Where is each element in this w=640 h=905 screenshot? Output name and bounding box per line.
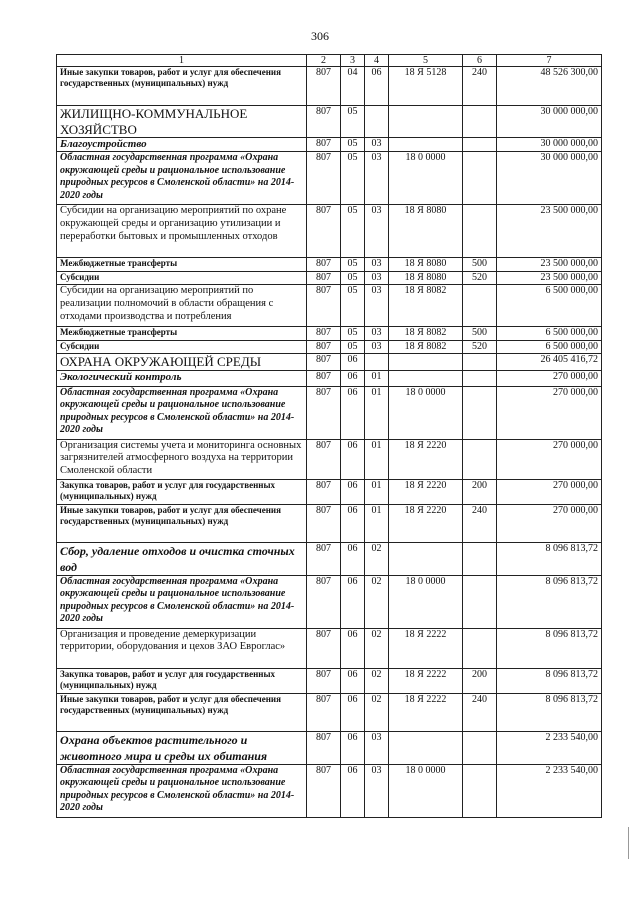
expense-type-cell [463, 285, 497, 327]
table-row [57, 285, 602, 327]
section-code-cell: 06 [341, 354, 365, 371]
amount-cell: 6 500 000,00 [497, 285, 602, 327]
table-row [57, 106, 602, 138]
subsection-code-cell: 03 [365, 258, 389, 272]
section-code-cell: 06 [341, 542, 365, 575]
table-row [57, 327, 602, 341]
section-code-cell: 04 [341, 67, 365, 106]
ministry-code-cell: 807 [307, 542, 341, 575]
subsection-code-cell: 02 [365, 668, 389, 693]
column-number: 2 [307, 55, 341, 67]
amount-cell: 26 405 416,72 [497, 354, 602, 371]
table-row [57, 258, 602, 272]
target-article-cell: 18 Я 2220 [389, 504, 463, 542]
ministry-code-cell: 807 [307, 340, 341, 354]
expense-type-cell: 200 [463, 668, 497, 693]
subsection-code-cell: 03 [365, 285, 389, 327]
subsection-code-cell: 01 [365, 439, 389, 479]
amount-cell: 8 096 813,72 [497, 575, 602, 628]
subsection-code-cell: 01 [365, 370, 389, 386]
subsection-code-cell: 03 [365, 731, 389, 764]
ministry-code-cell: 807 [307, 354, 341, 371]
table-row [57, 205, 602, 258]
expense-type-cell [463, 138, 497, 152]
expense-type-cell [463, 731, 497, 764]
section-code-cell: 06 [341, 504, 365, 542]
amount-cell: 30 000 000,00 [497, 152, 602, 205]
subsection-code-cell: 03 [365, 205, 389, 258]
section-code-cell: 06 [341, 764, 365, 817]
amount-cell: 23 500 000,00 [497, 271, 602, 285]
table-row [57, 152, 602, 205]
row-name-cell: Иные закупки товаров, работ и услуг для обеспечения государственных (муниципальных) нужд [57, 67, 307, 106]
row-name-cell: Областная государственная программа «Охрана окружающей среды и рациональное использование природных ресурсов в Смоленской области» на 2014-2020 годы [57, 152, 307, 205]
row-name-cell: ЖИЛИЩНО-КОММУНАЛЬНОЕ ХОЗЯЙСТВО [57, 106, 307, 138]
ministry-code-cell: 807 [307, 764, 341, 817]
section-code-cell: 05 [341, 340, 365, 354]
table-body [57, 55, 602, 818]
expense-type-cell [463, 106, 497, 138]
amount-cell: 270 000,00 [497, 370, 602, 386]
section-code-cell: 05 [341, 106, 365, 138]
amount-cell: 6 500 000,00 [497, 327, 602, 341]
margin-mark [628, 827, 629, 859]
subsection-code-cell: 06 [365, 67, 389, 106]
expense-type-cell [463, 628, 497, 668]
subsection-code-cell: 03 [365, 327, 389, 341]
amount-cell: 30 000 000,00 [497, 138, 602, 152]
section-code-cell: 05 [341, 152, 365, 205]
column-number: 7 [497, 55, 602, 67]
row-name-cell: Межбюджетные трансферты [57, 327, 307, 341]
target-article-cell: 18 Я 5128 [389, 67, 463, 106]
column-number: 5 [389, 55, 463, 67]
table-row [57, 575, 602, 628]
subsection-code-cell: 01 [365, 386, 389, 439]
target-article-cell: 18 Я 8082 [389, 327, 463, 341]
expense-type-cell [463, 370, 497, 386]
amount-cell: 2 233 540,00 [497, 731, 602, 764]
table-row [57, 628, 602, 668]
amount-cell: 23 500 000,00 [497, 258, 602, 272]
section-code-cell: 06 [341, 439, 365, 479]
target-article-cell: 18 0 0000 [389, 764, 463, 817]
column-number: 6 [463, 55, 497, 67]
row-name-cell: Благоустройство [57, 138, 307, 152]
amount-cell: 8 096 813,72 [497, 693, 602, 731]
amount-cell: 270 000,00 [497, 439, 602, 479]
row-name-cell: Областная государственная программа «Охрана окружающей среды и рациональное использование природных ресурсов в Смоленской области» на 2014-2020 годы [57, 575, 307, 628]
section-code-cell: 06 [341, 370, 365, 386]
column-number: 3 [341, 55, 365, 67]
target-article-cell: 18 0 0000 [389, 152, 463, 205]
row-name-cell: Организация системы учета и мониторинга основных загрязнителей атмосферного воздуха на территории Смоленской области [57, 439, 307, 479]
section-code-cell: 05 [341, 271, 365, 285]
row-name-cell: Областная государственная программа «Охрана окружающей среды и рациональное использование природных ресурсов в Смоленской области» на 2014-2020 годы [57, 764, 307, 817]
expense-type-cell: 200 [463, 479, 497, 504]
ministry-code-cell: 807 [307, 628, 341, 668]
row-name-cell: Субсидии [57, 271, 307, 285]
amount-cell: 270 000,00 [497, 386, 602, 439]
subsection-code-cell [365, 106, 389, 138]
target-article-cell: 18 0 0000 [389, 386, 463, 439]
expense-type-cell: 520 [463, 340, 497, 354]
target-article-cell [389, 542, 463, 575]
target-article-cell: 18 0 0000 [389, 575, 463, 628]
target-article-cell [389, 370, 463, 386]
ministry-code-cell: 807 [307, 152, 341, 205]
ministry-code-cell: 807 [307, 731, 341, 764]
row-name-cell: Субсидии на организацию мероприятий по охране окружающей среды и организацию утилизации и переработки бытовых и промышленных отходов [57, 205, 307, 258]
budget-table [56, 54, 602, 818]
table-row [57, 731, 602, 764]
row-name-cell: ОХРАНА ОКРУЖАЮЩЕЙ СРЕДЫ [57, 354, 307, 371]
target-article-cell [389, 138, 463, 152]
ministry-code-cell: 807 [307, 285, 341, 327]
amount-cell: 23 500 000,00 [497, 205, 602, 258]
expense-type-cell [463, 542, 497, 575]
section-code-cell: 05 [341, 205, 365, 258]
target-article-cell [389, 731, 463, 764]
target-article-cell: 18 Я 2222 [389, 668, 463, 693]
row-name-cell: Субсидии [57, 340, 307, 354]
ministry-code-cell: 807 [307, 386, 341, 439]
row-name-cell: Закупка товаров, работ и услуг для государственных (муниципальных) нужд [57, 479, 307, 504]
subsection-code-cell: 03 [365, 271, 389, 285]
row-name-cell: Областная государственная программа «Охрана окружающей среды и рациональное использование природных ресурсов в Смоленской области» на 2014-2020 годы [57, 386, 307, 439]
subsection-code-cell: 02 [365, 542, 389, 575]
amount-cell: 8 096 813,72 [497, 668, 602, 693]
row-name-cell: Сбор, удаление отходов и очистка сточных вод [57, 542, 307, 575]
table-row [57, 479, 602, 504]
subsection-code-cell: 03 [365, 152, 389, 205]
ministry-code-cell: 807 [307, 479, 341, 504]
expense-type-cell [463, 205, 497, 258]
expense-type-cell: 240 [463, 504, 497, 542]
ministry-code-cell: 807 [307, 205, 341, 258]
target-article-cell: 18 Я 2220 [389, 439, 463, 479]
subsection-code-cell: 01 [365, 504, 389, 542]
table-row [57, 354, 602, 371]
ministry-code-cell: 807 [307, 575, 341, 628]
section-code-cell: 05 [341, 138, 365, 152]
expense-type-cell: 520 [463, 271, 497, 285]
table-row [57, 693, 602, 731]
expense-type-cell [463, 764, 497, 817]
ministry-code-cell: 807 [307, 370, 341, 386]
subsection-code-cell: 03 [365, 340, 389, 354]
subsection-code-cell: 02 [365, 628, 389, 668]
section-code-cell: 06 [341, 731, 365, 764]
table-row [57, 386, 602, 439]
section-code-cell: 05 [341, 327, 365, 341]
target-article-cell: 18 Я 2222 [389, 693, 463, 731]
ministry-code-cell: 807 [307, 258, 341, 272]
table-row [57, 542, 602, 575]
table-row [57, 504, 602, 542]
ministry-code-cell: 807 [307, 668, 341, 693]
ministry-code-cell: 807 [307, 271, 341, 285]
section-code-cell: 05 [341, 258, 365, 272]
target-article-cell: 18 Я 2222 [389, 628, 463, 668]
row-name-cell: Иные закупки товаров, работ и услуг для обеспечения государственных (муниципальных) нужд [57, 693, 307, 731]
target-article-cell [389, 106, 463, 138]
subsection-code-cell: 02 [365, 575, 389, 628]
subsection-code-cell: 02 [365, 693, 389, 731]
ministry-code-cell: 807 [307, 106, 341, 138]
row-name-cell: Субсидии на организацию мероприятий по реализации полномочий в области обращения с отходами производства и потребления [57, 285, 307, 327]
subsection-code-cell: 01 [365, 479, 389, 504]
expense-type-cell: 500 [463, 327, 497, 341]
ministry-code-cell: 807 [307, 504, 341, 542]
amount-cell: 30 000 000,00 [497, 106, 602, 138]
subsection-code-cell: 03 [365, 138, 389, 152]
section-code-cell: 06 [341, 668, 365, 693]
row-name-cell: Экологический контроль [57, 370, 307, 386]
expense-type-cell [463, 439, 497, 479]
expense-type-cell [463, 354, 497, 371]
expense-type-cell: 240 [463, 693, 497, 731]
amount-cell: 8 096 813,72 [497, 542, 602, 575]
column-number: 1 [57, 55, 307, 67]
page-number: 306 [311, 29, 329, 43]
ministry-code-cell: 807 [307, 439, 341, 479]
amount-cell: 270 000,00 [497, 479, 602, 504]
ministry-code-cell: 807 [307, 138, 341, 152]
amount-cell: 6 500 000,00 [497, 340, 602, 354]
column-number: 4 [365, 55, 389, 67]
subsection-code-cell: 03 [365, 764, 389, 817]
ministry-code-cell: 807 [307, 67, 341, 106]
ministry-code-cell: 807 [307, 693, 341, 731]
subsection-code-cell [365, 354, 389, 371]
row-name-cell: Организация и проведение демеркуризации территории, оборудования и цехов ЗАО Евроглас» [57, 628, 307, 668]
section-code-cell: 06 [341, 479, 365, 504]
expense-type-cell: 500 [463, 258, 497, 272]
row-name-cell: Охрана объектов растительного и животного мира и среды их обитания [57, 731, 307, 764]
amount-cell: 2 233 540,00 [497, 764, 602, 817]
ministry-code-cell: 807 [307, 327, 341, 341]
target-article-cell [389, 354, 463, 371]
target-article-cell: 18 Я 8082 [389, 285, 463, 327]
row-name-cell: Межбюджетные трансферты [57, 258, 307, 272]
table-row [57, 340, 602, 354]
amount-cell: 270 000,00 [497, 504, 602, 542]
section-code-cell: 05 [341, 285, 365, 327]
target-article-cell: 18 Я 8080 [389, 271, 463, 285]
target-article-cell: 18 Я 8080 [389, 205, 463, 258]
row-name-cell: Иные закупки товаров, работ и услуг для обеспечения государственных (муниципальных) нужд [57, 504, 307, 542]
target-article-cell: 18 Я 2220 [389, 479, 463, 504]
table-row [57, 439, 602, 479]
table-row [57, 271, 602, 285]
section-code-cell: 06 [341, 386, 365, 439]
table-row [57, 67, 602, 106]
row-name-cell: Закупка товаров, работ и услуг для государственных (муниципальных) нужд [57, 668, 307, 693]
expense-type-cell [463, 575, 497, 628]
section-code-cell: 06 [341, 693, 365, 731]
expense-type-cell [463, 386, 497, 439]
column-number-row [57, 55, 602, 67]
section-code-cell: 06 [341, 628, 365, 668]
table-row [57, 764, 602, 817]
expense-type-cell: 240 [463, 67, 497, 106]
amount-cell: 48 526 300,00 [497, 67, 602, 106]
expense-type-cell [463, 152, 497, 205]
table-row [57, 138, 602, 152]
section-code-cell: 06 [341, 575, 365, 628]
target-article-cell: 18 Я 8080 [389, 258, 463, 272]
table-row [57, 668, 602, 693]
target-article-cell: 18 Я 8082 [389, 340, 463, 354]
amount-cell: 8 096 813,72 [497, 628, 602, 668]
table-row [57, 370, 602, 386]
